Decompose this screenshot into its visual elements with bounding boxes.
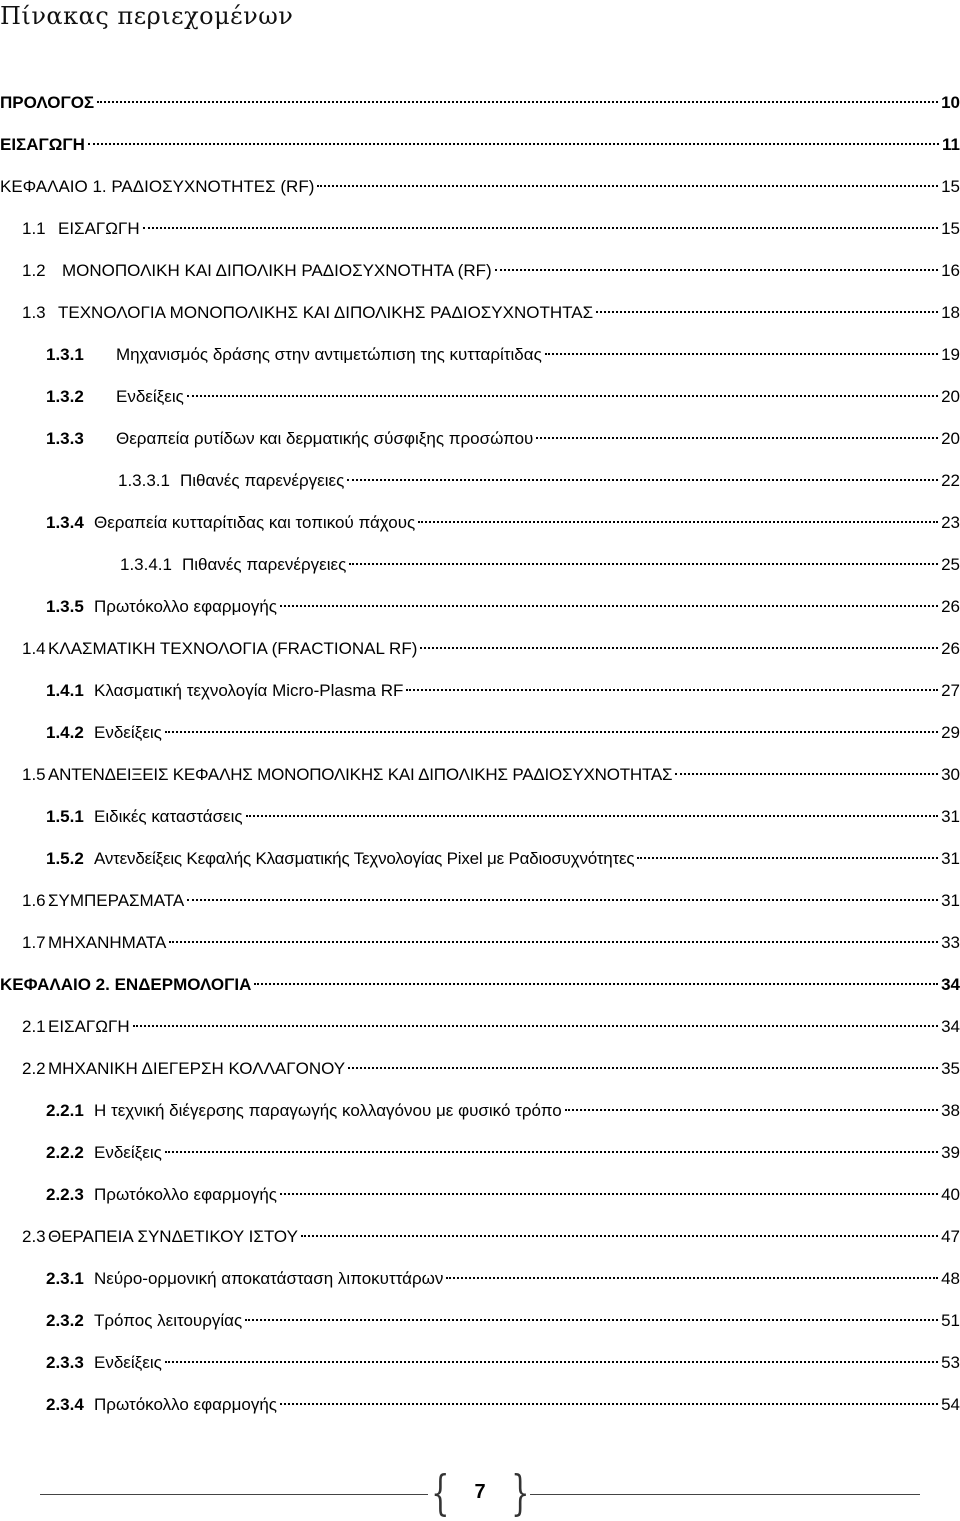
toc-entry-label: ΕΙΣΑΓΩΓΗ <box>58 219 140 238</box>
toc-entry-number: 1.3.2 <box>46 387 84 406</box>
toc-entry-number: 2.3.3 <box>46 1353 84 1372</box>
toc-leader <box>545 353 938 355</box>
toc-entry-label: Πιθανές παρενέργειες <box>182 555 347 574</box>
toc-leader <box>254 983 938 985</box>
toc-entry-number: 1.4.1 <box>46 681 84 700</box>
toc-entry-number: 1.5.1 <box>46 807 84 826</box>
toc-entry-page: 31 <box>941 849 960 868</box>
toc-entry-2-3-3[interactable] <box>46 1348 960 1378</box>
toc-entry-label: ΚΕΦΑΛΑΙΟ 2. ΕΝΔΕΡΜΟΛΟΓΙΑ <box>0 975 252 994</box>
toc-entry-label: ΜΗΧΑΝΗΜΑΤΑ <box>48 933 167 952</box>
toc-entry-page: 35 <box>941 1059 960 1078</box>
toc-entry-page: 31 <box>941 807 960 826</box>
toc-entry-page: 34 <box>941 975 960 994</box>
toc-entry-page: 40 <box>941 1185 960 1204</box>
toc-leader <box>536 437 938 439</box>
toc-entry-1-3-5[interactable] <box>46 592 960 622</box>
toc-entry-page: 11 <box>942 135 960 154</box>
toc-entry-page: 39 <box>941 1143 960 1162</box>
toc-entry-prologue[interactable] <box>0 88 960 118</box>
toc-leader <box>418 521 938 523</box>
toc-entry-1-4-1[interactable] <box>46 676 960 706</box>
toc-entry-page: 22 <box>941 471 960 490</box>
toc-entry-page: 20 <box>941 429 960 448</box>
toc-entry-1-1[interactable] <box>22 214 960 244</box>
toc-entry-number: 1.7 <box>22 933 46 952</box>
toc-entry-2-3[interactable] <box>22 1222 960 1252</box>
toc-entry-2-3-1[interactable] <box>46 1264 960 1294</box>
toc-entry-number: 2.3.4 <box>46 1395 84 1414</box>
toc-entry-page: 26 <box>941 597 960 616</box>
toc-entry-label: Ενδείξεις <box>116 387 184 406</box>
toc-entry-1-5-1[interactable] <box>46 802 960 832</box>
toc-entry-chapter-1[interactable] <box>0 172 960 202</box>
toc-entry-page: 30 <box>941 765 960 784</box>
toc-entry-number: 2.3 <box>22 1227 46 1246</box>
toc-entry-number: 1.4.2 <box>46 723 84 742</box>
right-brace-icon: } <box>511 1465 530 1521</box>
footer-rule-left <box>40 1494 428 1495</box>
toc-leader <box>596 311 938 313</box>
toc-entry-page: 26 <box>941 639 960 658</box>
toc-entry-number: 2.2 <box>22 1059 46 1078</box>
toc-entry-1-3-4-1[interactable] <box>120 550 960 580</box>
toc-entry-page: 27 <box>941 681 960 700</box>
toc-leader <box>675 773 938 775</box>
toc-entry-page: 31 <box>941 891 960 910</box>
toc-entry-page: 10 <box>941 93 960 112</box>
toc-entry-page: 48 <box>941 1269 960 1288</box>
toc-entry-label: ΣΥΜΠΕΡΑΣΜΑΤΑ <box>48 891 185 910</box>
toc-leader <box>245 1319 938 1321</box>
toc-entry-1-5-2[interactable] <box>46 844 960 874</box>
toc-leader <box>301 1235 938 1237</box>
toc-entry-number: 2.2.2 <box>46 1143 84 1162</box>
toc-entry-chapter-2[interactable] <box>0 970 960 1000</box>
toc-entry-2-2-1[interactable] <box>46 1096 960 1126</box>
toc-entry-label: Αντενδείξεις Κεφαλής Κλασματικής Τεχνολογίας Pixel με Ραδιοσυχνότητες <box>94 849 635 868</box>
toc-leader <box>349 563 938 565</box>
toc-entry-1-3-4[interactable] <box>46 508 960 538</box>
toc-leader <box>165 1151 938 1153</box>
toc-entry-number: 2.2.1 <box>46 1101 84 1120</box>
toc-entry-1-3[interactable] <box>22 298 960 328</box>
toc-leader <box>420 647 938 649</box>
toc-entry-label: ΕΙΣΑΓΩΓΗ <box>0 135 85 154</box>
toc-entry-label: Θεραπεία κυτταρίτιδας και τοπικού πάχους <box>94 513 416 532</box>
toc-entry-page: 53 <box>941 1353 960 1372</box>
toc-entry-number: 1.3.1 <box>46 345 84 364</box>
toc-leader <box>187 899 938 901</box>
toc-entry-label: ΜΟΝΟΠΟΛΙΚΗ ΚΑΙ ΔΙΠΟΛΙΚΗ ΡΑΔΙΟΣΥΧΝΟΤΗΤΑ (RF) <box>62 261 492 280</box>
toc-leader <box>143 227 938 229</box>
toc-leader <box>495 269 938 271</box>
toc-entry-label: Πρωτόκολλο εφαρμογής <box>94 1185 277 1204</box>
toc-leader <box>565 1109 938 1111</box>
toc-leader <box>246 815 938 817</box>
toc-entry-number: 2.3.2 <box>46 1311 84 1330</box>
toc-entry-number: 1.3.5 <box>46 597 84 616</box>
page-number: 7 <box>474 1481 486 1503</box>
toc-entry-label: ΤΕΧΝΟΛΟΓΙΑ ΜΟΝΟΠΟΛΙΚΗΣ ΚΑΙ ΔΙΠΟΛΙΚΗΣ ΡΑΔΙΟΣΥΧΝΟΤΗΤΑΣ <box>58 303 594 322</box>
toc-entry-label: Νεύρο-ορμονική αποκατάσταση λιποκυττάρων <box>94 1269 444 1288</box>
toc-entry-1-3-3-1[interactable] <box>118 466 960 496</box>
toc-entry-number: 1.6 <box>22 891 46 910</box>
toc-entry-2-3-4[interactable] <box>46 1390 960 1420</box>
toc-entry-page: 15 <box>941 219 960 238</box>
toc-entry-1-4[interactable] <box>22 634 960 664</box>
toc-entry-label: Πρωτόκολλο εφαρμογής <box>94 1395 277 1414</box>
toc-entry-1-3-1[interactable] <box>46 340 960 370</box>
toc-leader <box>169 941 938 943</box>
footer-rule-right <box>530 1494 920 1495</box>
toc-entry-2-3-2[interactable] <box>46 1306 960 1336</box>
toc-entry-1-6[interactable] <box>22 886 960 916</box>
toc-leader <box>133 1025 938 1027</box>
toc-leader <box>317 185 938 187</box>
toc-leader <box>280 1193 938 1195</box>
toc-entry-label: Πιθανές παρενέργειες <box>180 471 345 490</box>
toc-entry-number: 1.5.2 <box>46 849 84 868</box>
toc-entry-label: Η τεχνική διέγερσης παραγωγής κολλαγόνου με φυσικό τρόπο <box>94 1101 562 1120</box>
toc-leader <box>347 479 938 481</box>
toc-entry-number: 1.2 <box>22 261 46 280</box>
toc-entry-page: 23 <box>941 513 960 532</box>
toc-entry-label: Ενδείξεις <box>94 1143 162 1162</box>
toc-entry-page: 54 <box>941 1395 960 1414</box>
toc-entry-number: 2.1 <box>22 1017 46 1036</box>
toc-entry-page: 34 <box>941 1017 960 1036</box>
toc-entry-number: 1.5 <box>22 765 46 784</box>
toc-entry-label: ΑΝΤΕΝΔΕΙΞΕΙΣ ΚΕΦΑΛΗΣ ΜΟΝΟΠΟΛΙΚΗΣ ΚΑΙ ΔΙΠΟΛΙΚΗΣ ΡΑΔΙΟΣΥΧΝΟΤΗΤΑΣ <box>48 765 673 784</box>
toc-entry-1-4-2[interactable] <box>46 718 960 748</box>
toc-entry-page: 20 <box>941 387 960 406</box>
toc-entry-label: Πρωτόκολλο εφαρμογής <box>94 597 277 616</box>
toc-entry-number: 1.3.3 <box>46 429 84 448</box>
toc-entry-label: Κλασματική τεχνολογία Micro-Plasma RF <box>94 681 404 700</box>
toc-entry-1-7[interactable] <box>22 928 960 958</box>
toc-entry-page: 33 <box>941 933 960 952</box>
toc-leader <box>165 731 938 733</box>
toc-entry-number: 1.3.3.1 <box>118 471 170 490</box>
toc-entry-number: 1.4 <box>22 639 46 658</box>
toc-entry-number: 1.3 <box>22 303 46 322</box>
toc-entry-label: ΠΡΟΛΟΓΟΣ <box>0 93 95 112</box>
toc-leader <box>88 143 939 145</box>
toc-entry-page: 19 <box>941 345 960 364</box>
toc-entry-page: 16 <box>941 261 960 280</box>
left-brace-icon: { <box>431 1465 450 1521</box>
toc-leader <box>348 1067 938 1069</box>
toc-entry-label: ΚΛΑΣΜΑΤΙΚΗ ΤΕΧΝΟΛΟΓΙΑ (FRACTIONAL RF) <box>48 639 418 658</box>
toc-leader <box>97 101 938 103</box>
toc-entry-label: Ενδείξεις <box>94 723 162 742</box>
toc-leader <box>280 605 938 607</box>
toc-entry-page: 25 <box>941 555 960 574</box>
toc-entry-number: 1.3.4.1 <box>120 555 172 574</box>
page-footer <box>0 1465 960 1521</box>
toc-entry-1-2[interactable] <box>22 256 960 286</box>
toc-entry-page: 38 <box>941 1101 960 1120</box>
toc-entry-2-2-3[interactable] <box>46 1180 960 1210</box>
toc-entry-page: 18 <box>941 303 960 322</box>
toc-leader <box>637 857 938 859</box>
toc-entry-page: 29 <box>941 723 960 742</box>
toc-entry-label: ΚΕΦΑΛΑΙΟ 1. ΡΑΔΙΟΣΥΧΝΟΤΗΤΕΣ (RF) <box>0 177 315 196</box>
toc-entry-1-5[interactable] <box>22 760 960 790</box>
toc-entry-1-3-2[interactable] <box>46 382 960 412</box>
toc-leader <box>165 1361 938 1363</box>
toc-entry-number: 2.3.1 <box>46 1269 84 1288</box>
toc-entry-1-3-3[interactable] <box>46 424 960 454</box>
toc-entry-introduction[interactable] <box>0 130 960 160</box>
toc-leader <box>187 395 938 397</box>
toc-entry-number: 1.3.4 <box>46 513 84 532</box>
toc-entry-page: 51 <box>941 1311 960 1330</box>
toc-entry-2-2-2[interactable] <box>46 1138 960 1168</box>
toc-entry-label: ΘΕΡΑΠΕΙΑ ΣΥΝΔΕΤΙΚΟΥ ΙΣΤΟΥ <box>48 1227 298 1246</box>
toc-entry-page: 15 <box>941 177 960 196</box>
toc-entry-label: Μηχανισμός δράσης στην αντιμετώπιση της κυτταρίτιδας <box>116 345 542 364</box>
toc-entry-label: Τρόπος λειτουργίας <box>94 1311 243 1330</box>
toc-entry-2-1[interactable] <box>22 1012 960 1042</box>
toc-leader <box>406 689 938 691</box>
toc-entry-label: ΜΗΧΑΝΙΚΗ ΔΙΕΓΕΡΣΗ ΚΟΛΛΑΓΟΝΟΥ <box>48 1059 346 1078</box>
toc-entry-label: ΕΙΣΑΓΩΓΗ <box>48 1017 130 1036</box>
toc-entry-number: 1.1 <box>22 219 46 238</box>
toc-entry-label: Ενδείξεις <box>94 1353 162 1372</box>
toc-leader <box>446 1277 938 1279</box>
toc-entry-label: Ειδικές καταστάσεις <box>94 807 243 826</box>
toc-entry-label: Θεραπεία ρυτίδων και δερματικής σύσφιξης προσώπου <box>116 429 534 448</box>
toc-entry-number: 2.2.3 <box>46 1185 84 1204</box>
toc-entry-2-2[interactable] <box>22 1054 960 1084</box>
page-title: Πίνακας περιεχομένων <box>0 2 294 30</box>
toc-leader <box>280 1403 938 1405</box>
toc-entry-page: 47 <box>941 1227 960 1246</box>
